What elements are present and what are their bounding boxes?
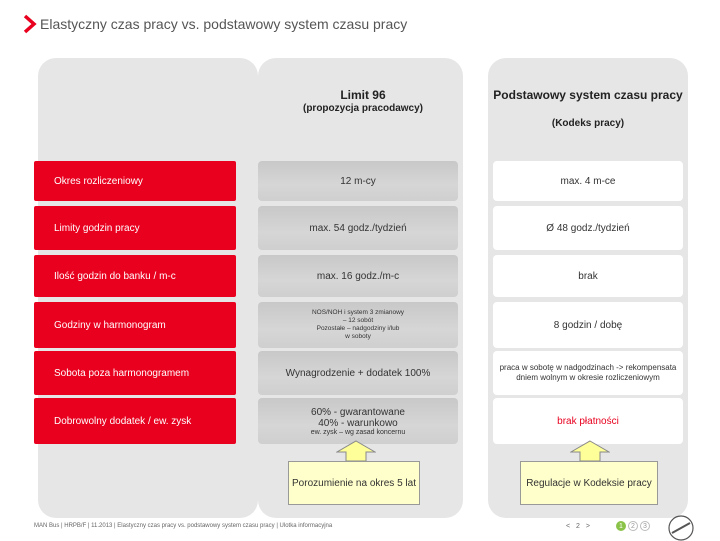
next-page-link[interactable]: > (585, 523, 590, 530)
row-label-saturday-off-schedule: Sobota poza harmonogramem (34, 351, 236, 395)
proposal-callout (288, 461, 420, 505)
basic-hour-bank (493, 255, 683, 297)
current-page-number: 2 (576, 523, 580, 530)
cell-text: max. 4 m-ce (560, 175, 616, 187)
cell-text: Ø 48 godz./tydzień (546, 222, 630, 234)
proposal-subtitle: (propozycja pracodawcy) (302, 103, 424, 114)
cell-line: 40% - warunkowo (318, 417, 398, 429)
up-arrow-icon (570, 440, 610, 462)
basic-callout (520, 461, 658, 505)
row-label-hour-limits: Limity godzin pracy (34, 206, 236, 250)
cell-text: Wynagrodzenie + dodatek 100% (285, 367, 431, 379)
cell-text: praca w sobotę w nadgodzinach -> rekompensata dniem wolnym w okresie rozliczeniowym (499, 363, 677, 382)
row-label-hour-bank: Ilość godzin do banku / m-c (34, 255, 236, 297)
proposal-settlement-period (258, 161, 458, 201)
basic-schedule-hours (493, 302, 683, 348)
basic-saturday-off-schedule (493, 351, 683, 395)
footer-text: MAN Bus | HRPB/F | 11.2013 | Elastyczny czas pracy vs. podstawowy system czasu pracy | Ulotka informacyjna (34, 523, 333, 529)
page-dot-3[interactable]: 3 (640, 521, 650, 531)
up-arrow-icon (336, 440, 376, 462)
cell-text: max. 54 godz./tydzień (309, 222, 407, 234)
prev-page-link[interactable]: < (566, 523, 571, 530)
cell-line: – 12 sobót (342, 317, 374, 324)
page-title: Elastyczny czas pracy vs. podstawowy system czasu pracy (40, 16, 408, 32)
row-label-schedule-hours: Godziny w harmonogram (34, 302, 236, 348)
cell-text: 12 m-cy (340, 175, 376, 187)
cell-text: 8 godzin / dobę (553, 319, 623, 331)
row-label-voluntary-bonus: Dobrowolny dodatek / ew. zysk (34, 398, 236, 444)
proposal-title: Limit 96 (340, 88, 386, 102)
chevron-right-icon (22, 14, 38, 34)
cell-line: 60% - gwarantowane (311, 406, 405, 418)
callout-text: Porozumienie na okres 5 lat (292, 477, 416, 489)
page-dot-1[interactable]: 1 (616, 521, 626, 531)
row-label-settlement-period: Okres rozliczeniowy (34, 161, 236, 201)
cell-line: Pozostałe – nadgodziny i/lub (316, 325, 400, 332)
cell-line: w soboty (345, 333, 371, 340)
page-nav (566, 523, 590, 530)
proposal-schedule-hours (258, 302, 458, 348)
cell-text: max. 16 godz./m-c (316, 270, 400, 282)
proposal-voluntary-bonus (258, 398, 458, 444)
cell-note: ew. zysk – wg zasad koncernu (310, 428, 406, 436)
basic-voluntary-bonus (493, 398, 683, 444)
cell-line: NOS/NOH i system 3 zmianowy (311, 309, 405, 316)
cell-text: brak (578, 270, 598, 282)
basic-hour-limits (493, 206, 683, 250)
callout-text: Regulacje w Kodeksie pracy (526, 477, 652, 489)
proposal-saturday-off-schedule (258, 351, 458, 395)
basic-settlement-period (493, 161, 683, 201)
proposal-hour-limits (258, 206, 458, 250)
page-dot-2[interactable]: 2 (628, 521, 638, 531)
man-logo-icon (668, 515, 694, 541)
basic-title: Podstawowy system czasu pracy (493, 88, 683, 102)
basic-subtitle: (Kodeks pracy) (551, 118, 625, 129)
proposal-hour-bank (258, 255, 458, 297)
cell-text: brak płatności (557, 415, 619, 427)
page-dots (616, 521, 650, 531)
